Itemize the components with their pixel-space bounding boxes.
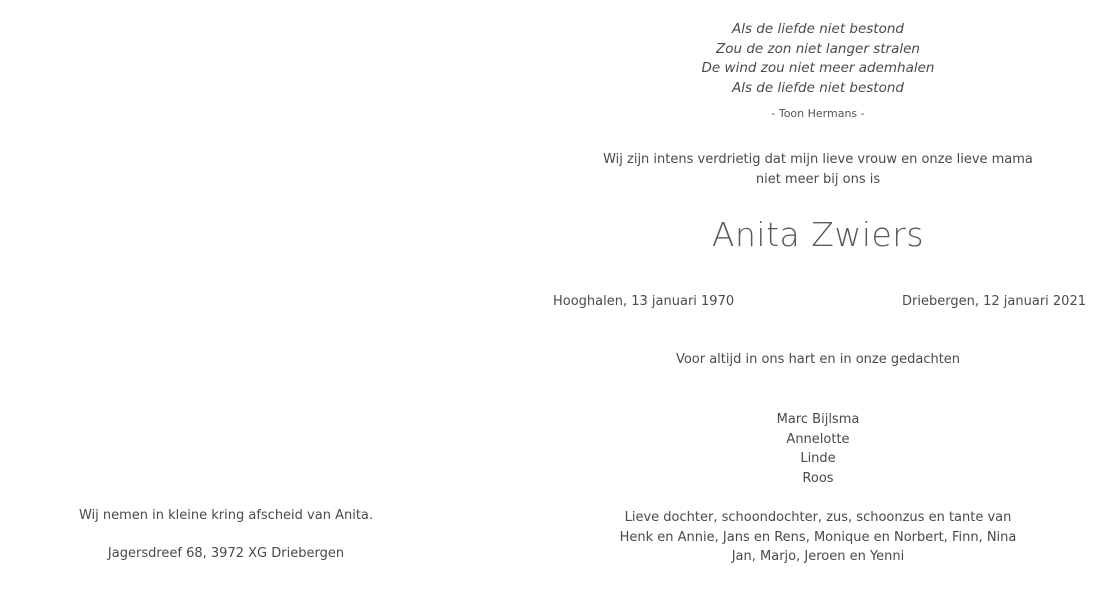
death-date: Driebergen, 12 januari 2021 (902, 294, 1086, 309)
intro-line: Wij zijn intens verdrietig dat mijn lieve vrouw en onze lieve mama (603, 152, 1033, 167)
poem-line: De wind zou niet meer ademhalen (701, 60, 935, 76)
relatives-text (550, 508, 1086, 567)
poem-line: Zou de zon niet langer stralen (716, 40, 920, 57)
address-text: Jagersdreef 68, 3972 XG Driebergen (107, 546, 345, 561)
family-member: Annelotte (786, 431, 850, 447)
intro-line: niet meer bij ons is (755, 171, 881, 187)
deceased-name: Anita Zwiers (711, 215, 925, 254)
relatives-line: Henk en Annie, Jans en Rens, Monique en Norbert, Finn, Nina (619, 529, 1017, 545)
birth-date: Hooghalen, 13 januari 1970 (553, 294, 735, 309)
family-list (550, 410, 1086, 488)
relatives-line: Lieve dochter, schoondochter, zus, schoonzus en tante van (624, 510, 1012, 525)
family-member: Linde (800, 451, 836, 466)
intro-text (550, 150, 1086, 189)
family-member: Marc Bijlsma (776, 412, 860, 427)
farewell-text: Wij nemen in kleine kring afscheid van Anita. (78, 508, 374, 523)
right-panel (550, 0, 1086, 595)
poem-line: Als de liefde niet bestond (732, 21, 904, 37)
poem (550, 20, 1086, 98)
family-member: Roos (802, 470, 834, 486)
motto-text: Voor altijd in ons hart en in onze gedachten (675, 352, 961, 367)
poem-attribution: - Toon Hermans - (771, 107, 865, 120)
relatives-line: Jan, Marjo, Jeroen en Yenni (731, 549, 905, 564)
poem-line: Als de liefde niet bestond (732, 79, 904, 96)
